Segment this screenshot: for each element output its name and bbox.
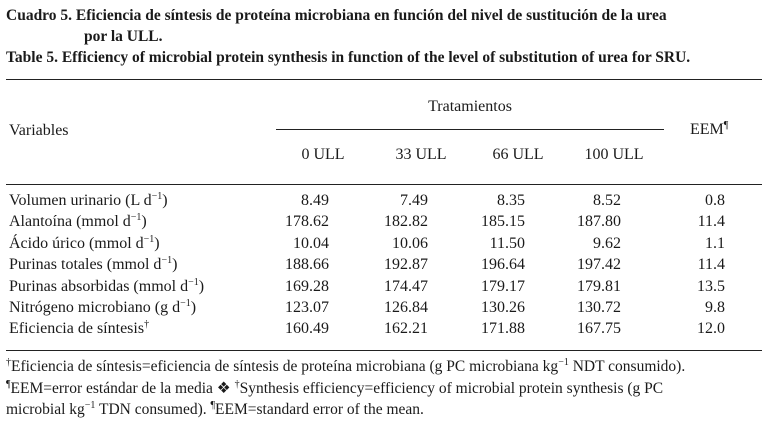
footnote-pilcrow-mark: ¶ bbox=[210, 400, 216, 411]
header-col-100ull: 100 ULL bbox=[584, 146, 644, 163]
table-cell: 185.15 bbox=[481, 213, 525, 231]
table-cell-eem: 9.8 bbox=[705, 299, 725, 316]
table-cell: 179.81 bbox=[577, 277, 621, 295]
row-label bbox=[9, 191, 168, 211]
table-cell: 188.66 bbox=[285, 256, 329, 274]
row-label-text: Nitrógeno microbiano (g d bbox=[9, 299, 181, 316]
row-label bbox=[9, 298, 196, 318]
table-cell: 8.35 bbox=[497, 192, 525, 209]
footnote-text: EEM=error estándar de la media ❖ bbox=[10, 380, 235, 397]
footnote-exponent: −1 bbox=[558, 357, 569, 368]
table-cell: 196.64 bbox=[481, 256, 525, 274]
row-label-text: Purinas absorbidas (mmol d bbox=[9, 277, 189, 295]
table-cell: 171.88 bbox=[481, 320, 525, 338]
table-cell-eem: 11.4 bbox=[697, 256, 725, 274]
row-label-text: Volumen urinario (L d bbox=[9, 192, 152, 209]
footnote-text: EEM=standard error of the mean. bbox=[215, 401, 424, 418]
row-label-close: ) bbox=[172, 256, 178, 274]
table-cell: 8.52 bbox=[593, 192, 621, 209]
table-cell-eem: 13.5 bbox=[697, 277, 725, 295]
footnote-exponent: −1 bbox=[84, 400, 96, 411]
table-header-rule bbox=[6, 184, 762, 185]
table-cell: 192.87 bbox=[384, 256, 428, 274]
row-label-close: ) bbox=[154, 234, 160, 252]
header-col-66ull: 66 ULL bbox=[492, 146, 544, 163]
row-label-text: Purinas totales (mmol d bbox=[9, 256, 162, 274]
row-label-exponent: −1 bbox=[180, 298, 191, 309]
table-cell: 160.49 bbox=[285, 320, 329, 338]
footnote-text: Eficiencia de síntesis=eficiencia de síntesis de proteína microbiana (g PC microbiana kg bbox=[11, 358, 559, 375]
row-label-close: ) bbox=[162, 192, 168, 209]
footnote-dagger-mark: † bbox=[6, 357, 11, 368]
row-label bbox=[9, 319, 149, 339]
row-label bbox=[9, 234, 160, 254]
header-col-33ull: 33 ULL bbox=[395, 146, 447, 163]
table-bottom-rule bbox=[6, 350, 762, 351]
row-label-exponent: † bbox=[144, 319, 150, 331]
row-label-exponent: −1 bbox=[151, 191, 163, 202]
caption-spanish-line2: por la ULL. bbox=[84, 28, 163, 45]
footnote-text: TDN consumed). bbox=[95, 401, 211, 418]
row-label-close: ) bbox=[198, 277, 205, 295]
table-cell: 178.62 bbox=[285, 213, 329, 231]
row-label-exponent: −1 bbox=[188, 276, 199, 288]
footnote-text: microbial kg bbox=[6, 401, 85, 418]
header-tratamientos: Tratamientos bbox=[428, 98, 512, 115]
footnote-line3 bbox=[6, 400, 424, 420]
table-cell: 182.82 bbox=[384, 213, 428, 231]
row-label-text: Eficiencia de síntesis bbox=[9, 320, 145, 338]
table-cell: 169.28 bbox=[285, 277, 329, 295]
table-cell: 10.04 bbox=[293, 234, 329, 252]
table-cell: 10.06 bbox=[392, 234, 428, 252]
table-cell: 11.50 bbox=[489, 234, 525, 252]
table-cell: 123.07 bbox=[285, 299, 329, 316]
header-eem-mark: ¶ bbox=[723, 120, 729, 131]
table-cell-eem: 1.1 bbox=[705, 234, 725, 252]
row-label-close: ) bbox=[141, 213, 147, 231]
header-eem-label: EEM bbox=[690, 121, 724, 138]
row-label-exponent: −1 bbox=[161, 255, 173, 267]
row-label-exponent: −1 bbox=[130, 212, 142, 224]
table-cell: 8.49 bbox=[301, 192, 329, 209]
row-label-close: ) bbox=[190, 299, 197, 316]
table-cell: 9.62 bbox=[593, 234, 621, 252]
row-label-exponent: −1 bbox=[143, 233, 155, 245]
caption-english: Table 5. Efficiency of microbial protein synthesis in function of the level of substitution of urea for SRU. bbox=[6, 49, 691, 66]
table-cell: 167.75 bbox=[577, 320, 621, 338]
table-cell: 187.80 bbox=[577, 213, 621, 231]
header-eem bbox=[690, 120, 728, 140]
row-label bbox=[9, 277, 204, 297]
table-cell: 126.84 bbox=[384, 299, 428, 316]
header-variables: Variables bbox=[9, 122, 69, 139]
row-label-text: Ácido úrico (mmol d bbox=[9, 234, 144, 252]
footnote-line2 bbox=[6, 379, 663, 399]
table-cell-eem: 12.0 bbox=[697, 320, 725, 338]
footnote-dagger-mark: † bbox=[234, 379, 240, 390]
table-cell: 162.21 bbox=[384, 320, 428, 338]
table-cell: 197.42 bbox=[577, 256, 621, 274]
table-cell: 130.26 bbox=[481, 299, 525, 316]
table-cell-eem: 0.8 bbox=[705, 192, 725, 209]
table-cell-eem: 11.4 bbox=[697, 213, 725, 231]
table-cell: 174.47 bbox=[384, 277, 428, 295]
footnote-pilcrow-mark: ¶ bbox=[6, 379, 11, 390]
tratamientos-rule bbox=[276, 129, 664, 130]
table-cell: 7.49 bbox=[400, 192, 428, 209]
table-cell: 179.17 bbox=[481, 277, 525, 295]
header-col-0ull: 0 ULL bbox=[301, 146, 345, 163]
table-cell: 130.72 bbox=[577, 299, 621, 316]
footnote-text: Synthesis efficiency=efficiency of microbial protein synthesis (g PC bbox=[239, 380, 664, 397]
caption-spanish-line1: Cuadro 5. Eficiencia de síntesis de proteína microbiana en función del nivel de sustitución de la urea bbox=[6, 7, 667, 24]
row-label bbox=[9, 212, 147, 232]
footnote-text: NDT consumido). bbox=[568, 358, 686, 375]
footnote-line1 bbox=[6, 357, 685, 377]
row-label-text: Alantoína (mmol d bbox=[9, 213, 131, 231]
table-top-rule bbox=[6, 79, 762, 80]
row-label bbox=[9, 255, 177, 275]
